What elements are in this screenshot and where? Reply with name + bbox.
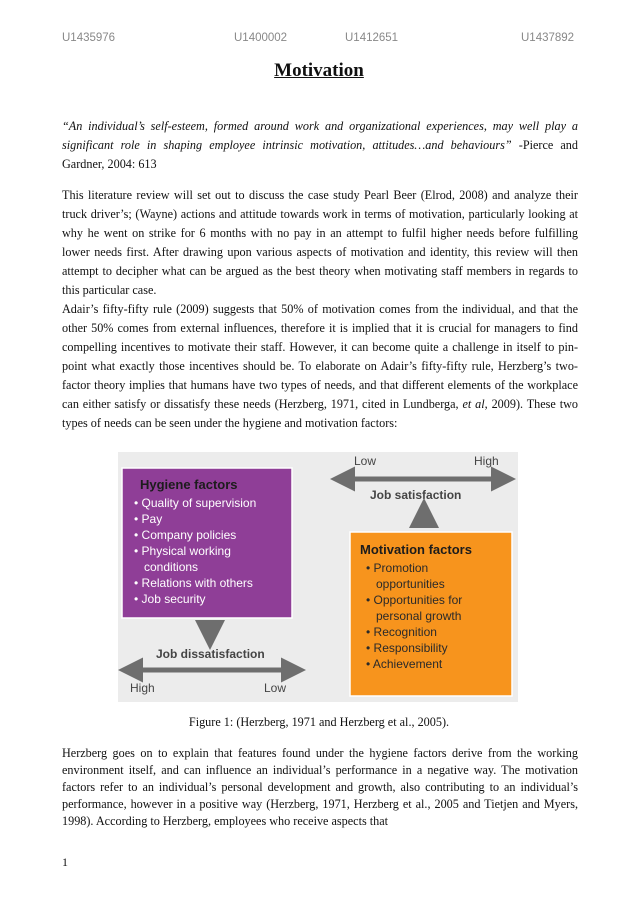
motivation-item: • Responsibility [366,641,448,655]
top-low-label: Low [354,454,377,468]
document-title: Motivation [274,60,364,81]
job-dissatisfaction-label: Job dissatisfaction [156,647,265,661]
bottom-low-label: Low [264,681,287,695]
adair-text-2: , 2009). These two types of needs can be seen under the hygiene and motivation factors: [62,397,578,430]
hygiene-item: conditions [134,560,199,574]
student-id: U1412651 [345,32,399,44]
student-id: U1435976 [62,32,116,44]
page-number: 1 [62,855,68,869]
motivation-item: • Recognition [366,625,437,639]
motivation-item: • Achievement [366,657,443,671]
herzberg-figure [118,452,518,702]
intro-paragraph: This literature review will set out to discuss the case study Pearl Beer (Elrod, 2008) and analyze their truck driver’s; (Wayne) actions and attitude towards work in terms of motivation, particularly looking at why he went on strike for 6 months with no pay in an attempt to fulfil higher needs before fulfilling lower needs first. After drawing upon various aspects of motivation and identity, this review will then attempt to decipher what can be argued as the best theory when motivating staff members in regards to this particular case. [62,188,578,297]
motivation-title: Motivation factors [360,542,472,557]
hygiene-item: • Quality of supervision [134,496,257,510]
herzberg-paragraph: Herzberg goes on to explain that features found under the hygiene factors derive from the working environment itself, and can influence an individual’s performance in a negative way. The motivation factors refer to an individual’s personal development and growth, also contributing to an individual’s performance, however in a positive way (Herzberg, 1971, Herzberg et al., 2005 and Tietjen and Myers, 1998). According to Herzberg, employees who receive aspects that [62,746,578,828]
hygiene-item: • Company policies [134,528,237,542]
motivation-item: • Opportunities for [366,593,463,607]
hygiene-item: • Pay [134,512,163,526]
figure-caption: Figure 1: (Herzberg, 1971 and Herzberg et al., 2005). [188,715,450,729]
hygiene-item: • Physical working [134,544,231,558]
student-id: U1400002 [234,32,288,44]
student-ids [62,32,578,48]
top-high-label: High [474,454,499,468]
adair-et-al: et al [462,397,485,411]
adair-paragraph [62,300,578,433]
adair-text-1: Adair’s fifty-fifty rule (2009) suggests that 50% of motivation comes from the individual, and that the other 50% comes from external influences, therefore it is implied that it is crucial for managers to find compelling incentives to motivate their staff. However, it can become quite a challenge in itself to pin-point what exactly those incentives should be. To elaborate on Adair’s fifty-fifty rule, Herzberg’s two-factor theory implies that humans have two types of needs, and that different elements of the workplace can either satisfy or dissatisfy these needs (Herzberg, 1971, cited in Lundberga, [62,302,578,411]
opening-quote [62,117,578,174]
quote-attribution: -Pierce and Gardner, 2004: 613 [62,138,578,171]
motivation-item: personal growth [366,609,462,623]
quote-text: “An individual’s self-esteem, formed around work and organizational experiences, may well play a significant role in shaping employee intrinsic motivation, attitudes…and behaviours” [62,119,578,152]
job-satisfaction-label: Job satisfaction [370,488,462,502]
bottom-high-label: High [130,681,155,695]
motivation-item: opportunities [366,577,445,591]
hygiene-item: • Job security [134,592,206,606]
hygiene-item: • Relations with others [134,576,253,590]
motivation-item: • Promotion [366,561,429,575]
student-id: U1437892 [521,32,575,44]
herzberg-diagram [118,452,518,702]
hygiene-title: Hygiene factors [140,477,238,492]
